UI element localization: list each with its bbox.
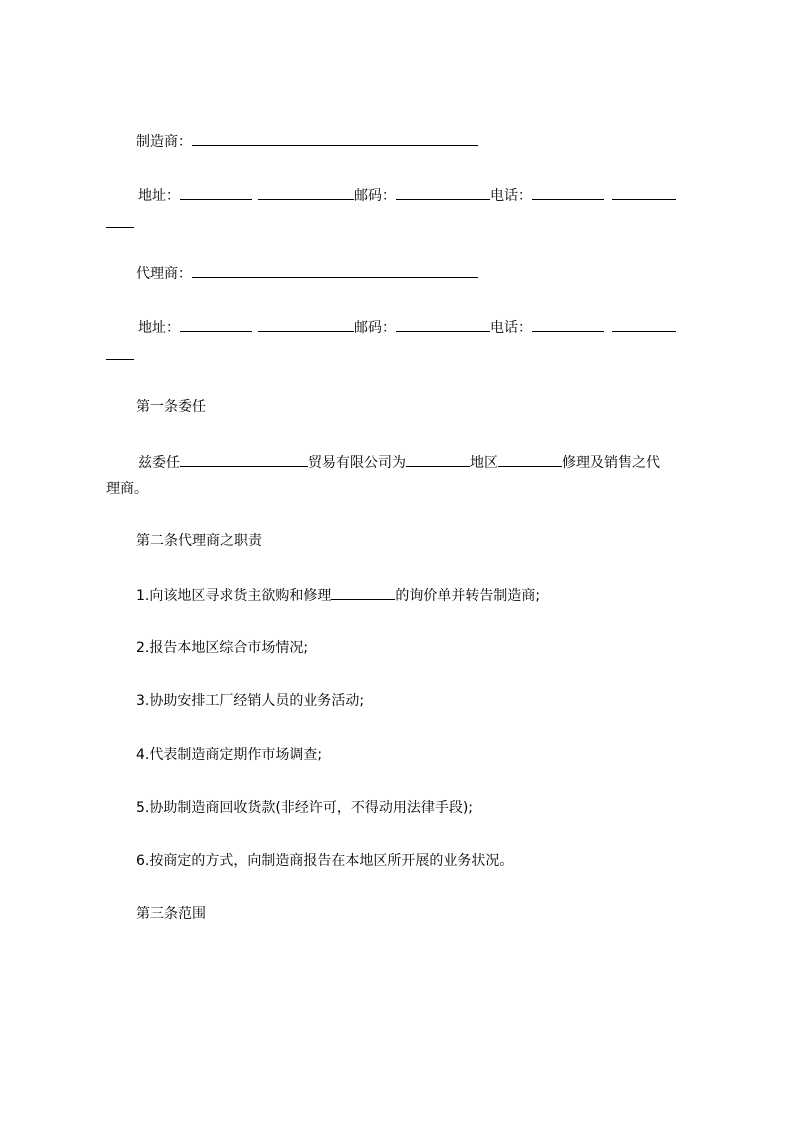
manufacturer-line [0, 130, 793, 153]
manufacturer-postcode-blank[interactable] [396, 184, 490, 200]
article1-paragraph-cont: 理商。 [106, 481, 148, 497]
article2-item-6: 6.按商定的方式，向制造商报告在本地区所开展的业务状况。 [136, 853, 514, 869]
article2-item-1 [0, 584, 793, 607]
manufacturer-phone-blank-3[interactable] [106, 212, 134, 228]
article2-item-5: 5.协助制造商回收货款(非经许可，不得动用法律手段); [136, 800, 473, 816]
manufacturer-contact-line [0, 184, 793, 207]
agent-address-blank-1[interactable] [180, 316, 252, 332]
agent-postcode-label: 邮码： [354, 320, 396, 336]
article2-item-3: 3.协助安排工厂经销人员的业务活动; [136, 693, 365, 709]
agent-postcode-blank[interactable] [396, 316, 490, 332]
agent-contact-wrap [0, 344, 793, 367]
article1-text-b: 贸易有限公司为 [308, 455, 406, 471]
manufacturer-blank[interactable] [192, 130, 478, 146]
manufacturer-phone-blank-1[interactable] [532, 184, 604, 200]
article1-paragraph [0, 451, 793, 474]
article3-heading: 第三条范围 [136, 906, 206, 922]
article2-heading: 第二条代理商之职责 [136, 533, 262, 549]
article1-text-a: 兹委任 [138, 455, 180, 471]
agent-address-label: 地址： [138, 320, 180, 336]
article2-item-4: 4.代表制造商定期作市场调查; [136, 747, 323, 763]
manufacturer-label: 制造商： [136, 134, 192, 150]
agent-phone-blank-2[interactable] [612, 316, 676, 332]
article1-region-blank[interactable] [406, 451, 470, 467]
agent-phone-label: 电话： [490, 320, 532, 336]
manufacturer-contact-wrap [0, 212, 793, 235]
article1-text-c: 地区 [470, 455, 498, 471]
agent-phone-blank-3[interactable] [106, 344, 134, 360]
agent-line [0, 262, 793, 285]
agent-label: 代理商： [136, 266, 192, 282]
article1-text-d: 修理及销售之代 [562, 455, 660, 471]
agent-blank[interactable] [192, 262, 478, 278]
article1-heading: 第一条委任 [136, 399, 206, 415]
manufacturer-postcode-label: 邮码： [354, 188, 396, 204]
manufacturer-address-blank-1[interactable] [180, 184, 252, 200]
agent-phone-blank-1[interactable] [532, 316, 604, 332]
manufacturer-address-blank-2[interactable] [258, 184, 354, 200]
article1-product-blank[interactable] [498, 451, 562, 467]
manufacturer-address-label: 地址： [138, 188, 180, 204]
article2-item-1-blank[interactable] [331, 584, 395, 600]
article2-item-2: 2.报告本地区综合市场情况; [136, 640, 309, 656]
manufacturer-phone-label: 电话： [490, 188, 532, 204]
article1-company-blank[interactable] [180, 451, 308, 467]
manufacturer-phone-blank-2[interactable] [612, 184, 676, 200]
agent-contact-line [0, 316, 793, 339]
article2-item-1-text-a: 1.向该地区寻求货主欲购和修理 [136, 588, 332, 604]
article2-item-1-text-b: 的询价单并转告制造商; [395, 588, 541, 604]
agent-address-blank-2[interactable] [258, 316, 354, 332]
